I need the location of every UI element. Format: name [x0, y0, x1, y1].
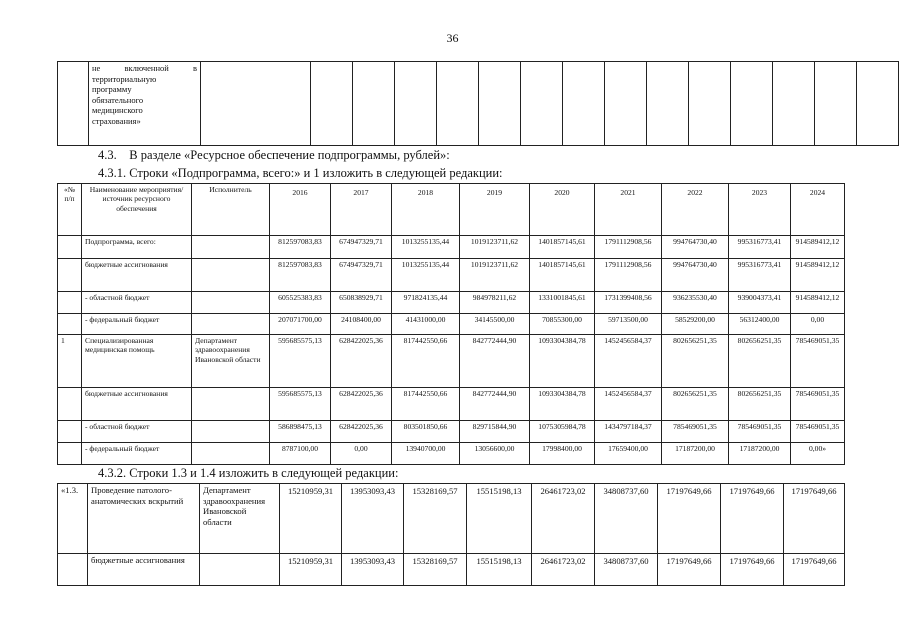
resource-table-2 [57, 483, 845, 586]
value-cell: 595685575,13 [270, 335, 331, 388]
row-executor [192, 259, 270, 292]
value-cell: 26461723,02 [532, 554, 595, 586]
value-cell: 1093304384,78 [530, 335, 595, 388]
table-cell [815, 62, 857, 146]
row-name: - областной бюджет [82, 292, 192, 314]
header-name: Наименование мероприятия/источник ресурсного обеспечения [82, 184, 192, 236]
value-cell: 1452456584,37 [595, 335, 662, 388]
value-cell: 1401857145,61 [530, 259, 595, 292]
value-cell: 17998400,00 [530, 443, 595, 465]
value-cell: 674947329,71 [331, 236, 392, 259]
value-cell: 17197649,66 [658, 484, 721, 554]
value-cell: 70855300,00 [530, 314, 595, 335]
value-cell: 17187200,00 [729, 443, 791, 465]
header-year: 2018 [392, 184, 460, 236]
value-cell: 17197649,66 [658, 554, 721, 586]
value-cell: 939004373,41 [729, 292, 791, 314]
table-header-row [58, 184, 845, 236]
header-year: 2017 [331, 184, 392, 236]
row-number: «1.3. [58, 484, 88, 554]
value-cell: 1791112908,56 [595, 259, 662, 292]
value-cell: 17197649,66 [721, 484, 784, 554]
table-cell [605, 62, 647, 146]
value-cell: 595685575,13 [270, 388, 331, 421]
table-row [58, 314, 845, 335]
value-cell: 8787100,00 [270, 443, 331, 465]
row-executor [192, 314, 270, 335]
value-cell: 59713500,00 [595, 314, 662, 335]
value-cell: 1013255135,44 [392, 259, 460, 292]
value-cell: 17659400,00 [595, 443, 662, 465]
header-num: «№ п/п [58, 184, 82, 236]
value-cell: 34145500,00 [460, 314, 530, 335]
value-cell: 914589412,12 [791, 292, 845, 314]
row-executor [200, 554, 280, 586]
value-cell: 802656251,35 [662, 388, 729, 421]
value-cell: 803501850,66 [392, 421, 460, 443]
value-cell: 650838929,71 [331, 292, 392, 314]
resource-table [57, 183, 845, 465]
header-year: 2016 [270, 184, 331, 236]
row-executor [192, 443, 270, 465]
row-number [58, 421, 82, 443]
value-cell: 995316773,41 [729, 259, 791, 292]
table-cell [58, 62, 89, 146]
label-line: страхования» [92, 115, 141, 126]
value-cell: 914589412,12 [791, 236, 845, 259]
table-cell [395, 62, 437, 146]
value-cell: 15210959,31 [280, 554, 342, 586]
value-cell: 994764730,40 [662, 236, 729, 259]
value-cell: 0,00 [791, 314, 845, 335]
row-number [58, 443, 82, 465]
value-cell: 817442550,66 [392, 388, 460, 421]
row-number [58, 314, 82, 335]
value-cell: 1331001845,61 [530, 292, 595, 314]
value-cell: 13056600,00 [460, 443, 530, 465]
table-row [58, 554, 845, 586]
header-year: 2019 [460, 184, 530, 236]
paragraph-4-3-2: 4.3.2. Строки 1.3 и 1.4 изложить в следующей редакции: [98, 466, 399, 480]
continuation-row [58, 62, 899, 146]
row-name: Специализированная медицинская помощь [82, 335, 192, 388]
value-cell: 817442550,66 [392, 335, 460, 388]
continuation-table [57, 61, 899, 146]
value-cell: 1401857145,61 [530, 236, 595, 259]
value-cell: 936235530,40 [662, 292, 729, 314]
value-cell: 1019123711,62 [460, 236, 530, 259]
value-cell: 17197649,66 [784, 484, 845, 554]
table-row [58, 388, 845, 421]
header-year: 2023 [729, 184, 791, 236]
value-cell: 13940700,00 [392, 443, 460, 465]
value-cell: 785469051,35 [791, 335, 845, 388]
header-year: 2020 [530, 184, 595, 236]
label-line: не включенной в [92, 63, 197, 73]
value-cell: 628422025,36 [331, 335, 392, 388]
value-cell: 17187200,00 [662, 443, 729, 465]
label-line: территориальную [92, 73, 157, 84]
value-cell: 13953093,43 [342, 554, 404, 586]
row-name: Проведение патолого-анатомических вскрытий [88, 484, 200, 554]
value-cell: 842772444,90 [460, 335, 530, 388]
page-number: 36 [446, 31, 459, 45]
value-cell: 15328169,57 [404, 554, 467, 586]
table-cell [353, 62, 395, 146]
table-cell [689, 62, 731, 146]
value-cell: 785469051,35 [662, 421, 729, 443]
row-number [58, 259, 82, 292]
value-cell: 0,00» [791, 443, 845, 465]
value-cell: 207071700,00 [270, 314, 331, 335]
label-line: обязательного [92, 94, 144, 105]
value-cell: 802656251,35 [662, 335, 729, 388]
value-cell: 17197649,66 [784, 554, 845, 586]
table-row [58, 421, 845, 443]
value-cell: 785469051,35 [791, 421, 845, 443]
value-cell: 15328169,57 [404, 484, 467, 554]
row-executor [192, 292, 270, 314]
table-cell [773, 62, 815, 146]
value-cell: 1452456584,37 [595, 388, 662, 421]
value-cell: 1731399408,56 [595, 292, 662, 314]
value-cell: 1019123711,62 [460, 259, 530, 292]
value-cell: 56312400,00 [729, 314, 791, 335]
row-number [58, 236, 82, 259]
row-executor: Департамент здравоохранения Ивановской области [200, 484, 280, 554]
value-cell: 13953093,43 [342, 484, 404, 554]
header-year: 2024 [791, 184, 845, 236]
row-number [58, 388, 82, 421]
table-cell [731, 62, 773, 146]
row-name: - федеральный бюджет [82, 314, 192, 335]
table-cell [563, 62, 605, 146]
value-cell: 785469051,35 [729, 421, 791, 443]
table-row [58, 259, 845, 292]
value-cell: 1013255135,44 [392, 236, 460, 259]
value-cell: 586898475,13 [270, 421, 331, 443]
value-cell: 785469051,35 [791, 388, 845, 421]
row-executor: Департамент здравоохранения Ивановской области [192, 335, 270, 388]
value-cell: 812597083,83 [270, 236, 331, 259]
table-row [58, 484, 845, 554]
row-name: - федеральный бюджет [82, 443, 192, 465]
value-cell: 1791112908,56 [595, 236, 662, 259]
value-cell: 802656251,35 [729, 335, 791, 388]
value-cell: 15515198,13 [467, 484, 532, 554]
value-cell: 994764730,40 [662, 259, 729, 292]
value-cell: 914589412,12 [791, 259, 845, 292]
value-cell: 605525383,83 [270, 292, 331, 314]
row-name: Подпрограмма, всего: [82, 236, 192, 259]
continuation-label-cell [89, 62, 201, 146]
row-number: 1 [58, 335, 82, 388]
table-cell [437, 62, 479, 146]
value-cell: 802656251,35 [729, 388, 791, 421]
table-row [58, 236, 845, 259]
row-name: бюджетные ассигнования [88, 554, 200, 586]
value-cell: 15515198,13 [467, 554, 532, 586]
value-cell: 995316773,41 [729, 236, 791, 259]
row-name: - областной бюджет [82, 421, 192, 443]
row-name: бюджетные ассигнования [82, 259, 192, 292]
value-cell: 1075305984,78 [530, 421, 595, 443]
value-cell: 58529200,00 [662, 314, 729, 335]
paragraph-4-3-1: 4.3.1. Строки «Подпрограмма, всего:» и 1 изложить в следующей редакции: [98, 166, 503, 180]
value-cell: 24108400,00 [331, 314, 392, 335]
table-row [58, 443, 845, 465]
value-cell: 34808737,60 [595, 484, 658, 554]
value-cell: 34808737,60 [595, 554, 658, 586]
row-number [58, 292, 82, 314]
table-cell [857, 62, 899, 146]
value-cell: 984978211,62 [460, 292, 530, 314]
table-cell [647, 62, 689, 146]
table-cell [479, 62, 521, 146]
value-cell: 628422025,36 [331, 421, 392, 443]
value-cell: 829715844,90 [460, 421, 530, 443]
value-cell: 0,00 [331, 443, 392, 465]
value-cell: 26461723,02 [532, 484, 595, 554]
value-cell: 628422025,36 [331, 388, 392, 421]
table-row [58, 335, 845, 388]
row-executor [192, 388, 270, 421]
value-cell: 1093304384,78 [530, 388, 595, 421]
value-cell: 41431000,00 [392, 314, 460, 335]
table-row [58, 292, 845, 314]
value-cell: 674947329,71 [331, 259, 392, 292]
value-cell: 842772444,90 [460, 388, 530, 421]
row-number [58, 554, 88, 586]
value-cell: 15210959,31 [280, 484, 342, 554]
label-line: медицинского [92, 105, 143, 116]
header-year: 2022 [662, 184, 729, 236]
row-executor [192, 236, 270, 259]
table-cell [201, 62, 311, 146]
value-cell: 1434797184,37 [595, 421, 662, 443]
header-year: 2021 [595, 184, 662, 236]
header-executor: Исполнитель [192, 184, 270, 236]
value-cell: 971824135,44 [392, 292, 460, 314]
table-cell [521, 62, 563, 146]
row-name: бюджетные ассигнования [82, 388, 192, 421]
paragraph-4-3: 4.3. В разделе «Ресурсное обеспечение подпрограммы, рублей»: [98, 148, 450, 162]
label-line: программу [92, 84, 132, 95]
value-cell: 17197649,66 [721, 554, 784, 586]
row-executor [192, 421, 270, 443]
table-cell [311, 62, 353, 146]
value-cell: 812597083,83 [270, 259, 331, 292]
